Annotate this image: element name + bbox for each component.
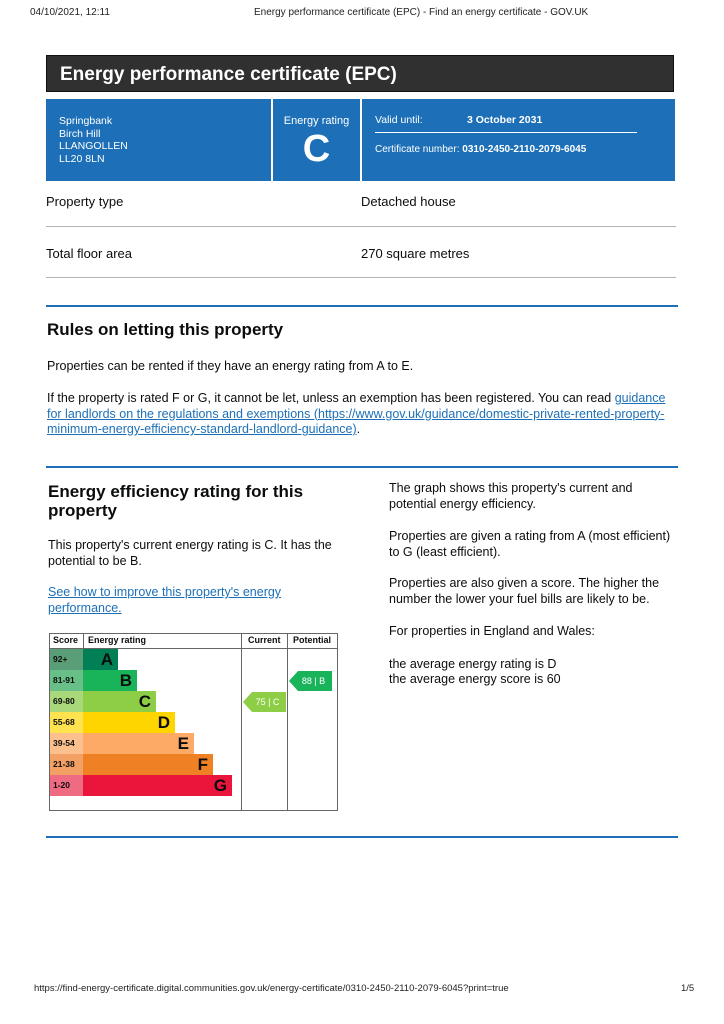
address-line: Springbank <box>59 115 113 127</box>
band-score-range: 81-91 <box>50 670 83 691</box>
energy-rating-value: C <box>302 128 331 170</box>
address-line: LL20 8LN <box>59 152 105 165</box>
current-column-divider <box>241 634 242 810</box>
floor-area-value: 270 square metres <box>361 246 470 261</box>
valid-until-label: Valid until: <box>375 114 423 126</box>
band-score-range: 55-68 <box>50 712 83 733</box>
graph-description: The graph shows this property's current and potential energy efficiency. <box>389 481 633 511</box>
address-line: LLANGOLLEN <box>59 140 128 152</box>
rating-header: Energy rating <box>88 635 147 645</box>
band-bar: C <box>83 691 156 712</box>
band-score-range: 92+ <box>50 649 83 670</box>
letting-text: If the property is rated F or G, it cannot be let, unless an exemption has been registered. You can read <box>47 391 615 405</box>
band-bar: G <box>83 775 232 796</box>
divider <box>46 226 676 227</box>
potential-rating-arrow <box>289 671 332 691</box>
certificate-number-label: Certificate number: <box>375 144 460 155</box>
energy-rating-label: Energy rating <box>283 115 350 127</box>
address-box <box>46 99 271 181</box>
average-rating: the average energy rating is D <box>389 657 557 671</box>
landlord-guidance-link[interactable]: guidance for landlords on the regulations and exemptions (https://www.gov.uk/guidance/domestic-private-rented-property-minimum-energy-efficiency-standard-landlord-guidance) <box>47 391 666 436</box>
score-header: Score <box>53 635 79 645</box>
chart-header <box>50 634 337 649</box>
section-divider <box>46 836 678 838</box>
band-bar: B <box>83 670 137 691</box>
page-title: Energy performance certificate (EPC) <box>60 64 397 85</box>
property-type-value: Detached house <box>361 194 456 209</box>
current-header: Current <box>248 635 281 645</box>
band-bar: A <box>83 649 118 670</box>
energy-rating-chart <box>49 633 338 811</box>
print-datetime: 04/10/2021, 12:11 <box>30 7 110 18</box>
print-page-title: Energy performance certificate (EPC) - Find an energy certificate - GOV.UK <box>254 7 589 18</box>
average-score: the average energy score is 60 <box>389 672 561 686</box>
floor-area-label: Total floor area <box>46 246 132 261</box>
improve-performance-link[interactable]: See how to improve this property's energy performance. <box>48 585 282 615</box>
certificate-number-value: 0310-2450-2110-2079-6045 <box>462 144 587 155</box>
letting-text-end: . <box>356 422 361 436</box>
validity-box <box>362 99 675 181</box>
band-score-range: 21-38 <box>50 754 83 775</box>
valid-until-value: 3 October 2031 <box>467 114 543 126</box>
letting-heading: Rules on letting this property <box>47 320 284 339</box>
improve-link-wrap <box>48 585 318 616</box>
band-bar: D <box>83 712 175 733</box>
band-score-range: 39-54 <box>50 733 83 754</box>
potential-column-divider <box>287 634 288 810</box>
potential-rating-arrow-label: 88 | B <box>301 676 326 686</box>
print-url: https://find-energy-certificate.digital.communities.gov.uk/energy-certificate/0310-2450-2110-2079-6045?print=true <box>34 983 509 994</box>
current-rating-text: This property's current energy rating is C. It has the potential to be B. <box>48 538 332 568</box>
header-divider <box>83 634 84 648</box>
page-number: 1/5 <box>681 983 695 994</box>
score-description: Properties are also given a score. The higher the number the lower your fuel bills are likely to be. <box>389 576 660 606</box>
band-score-range: 69-80 <box>50 691 83 712</box>
efficiency-heading: Energy efficiency rating for this property <box>48 482 304 520</box>
current-rating-arrow-label: 75 | C <box>255 697 280 707</box>
region-text: For properties in England and Wales: <box>389 624 595 638</box>
divider <box>46 277 676 278</box>
band-bar: F <box>83 754 213 775</box>
energy-rating-box <box>273 99 360 181</box>
title-bar <box>46 55 674 92</box>
section-divider <box>46 305 678 307</box>
section-divider <box>46 466 678 468</box>
current-rating-arrow <box>243 692 286 712</box>
potential-header: Potential <box>293 635 332 645</box>
band-score-range: 1-20 <box>50 775 83 796</box>
letting-paragraph-2 <box>47 391 679 438</box>
property-type-label: Property type <box>46 194 124 209</box>
address-line: Birch Hill <box>59 127 101 140</box>
rating-description: Properties are given a rating from A (most efficient) to G (least efficient). <box>389 529 671 559</box>
band-bar: E <box>83 733 194 754</box>
letting-paragraph-1: Properties can be rented if they have an energy rating from A to E. <box>47 359 414 373</box>
